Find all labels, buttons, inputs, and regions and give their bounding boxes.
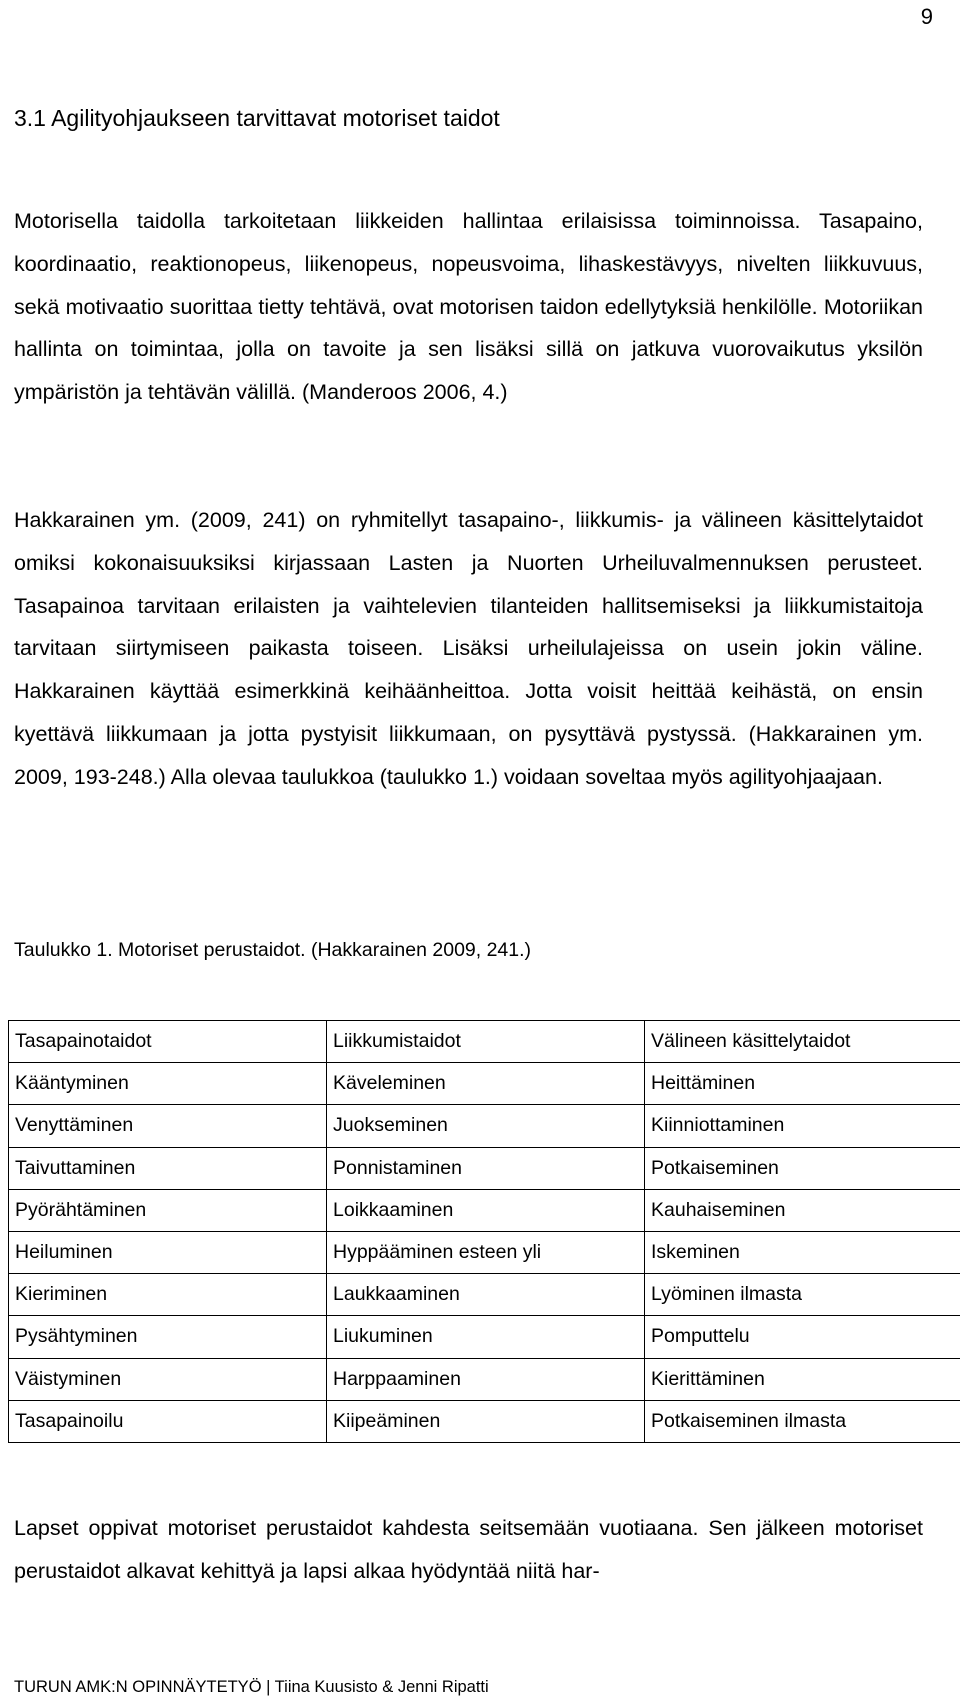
table-cell: Iskeminen — [645, 1231, 960, 1273]
table-cell: Käveleminen — [327, 1063, 645, 1105]
table-cell: Lyöminen ilmasta — [645, 1274, 960, 1316]
paragraph-hakkarainen: Hakkarainen ym. (2009, 241) on ryhmitellyt tasapaino-, liikkumis- ja välineen käsittelytaidot omiksi kokonaisuuksiksi kirjassaan Lasten ja Nuorten Urheiluvalmennuksen perusteet. Tasapainoa tarvitaan erilaisten ja vaihtelevien tilanteiden hallitsemiseksi ja liikkumistaitoja tarvitaan siirtymiseen paikasta toiseen. Lisäksi urheilulajeissa on usein jokin väline. Hakkarainen käyttää esimerkkinä keihäänheittoa. Jotta voisit heittää keihästä, on ensin kyettävä liikkumaan ja jotta pystyisit liikkumaan, on pysyttävä pystyssä. (Hakkarainen ym. 2009, 193-248.) Alla olevaa taulukkoa (taulukko 1.) voidaan soveltaa myös agilityohjaajaan. — [14, 508, 923, 789]
table-cell: Kieriminen — [9, 1274, 327, 1316]
table-cell: Harppaaminen — [327, 1358, 645, 1400]
table-cell: Potkaiseminen ilmasta — [645, 1400, 960, 1442]
table-caption: Taulukko 1. Motoriset perustaidot. (Hakkarainen 2009, 241.) — [14, 939, 532, 961]
table-row — [9, 1189, 960, 1231]
table-cell: Kauhaiseminen — [645, 1189, 960, 1231]
table-cell: Pyörähtäminen — [9, 1189, 327, 1231]
table-cell: Heittäminen — [645, 1063, 960, 1105]
table-cell: Liukuminen — [327, 1316, 645, 1358]
table-cell: Pysähtyminen — [9, 1316, 327, 1358]
table-row — [9, 1358, 960, 1400]
table-row — [9, 1147, 960, 1189]
table-cell: Taivuttaminen — [9, 1147, 327, 1189]
paragraph-motor-skills: Motorisella taidolla tarkoitetaan liikkeiden hallintaa erilaisissa toiminnoissa. Tasapaino, koordinaatio, reaktionopeus, liikenopeus, nopeusvoima, lihaskestävyys, nivelten liikkuvuus, sekä motivaatio suorittaa tietty tehtävä, ovat motorisen taidon edellytyksiä henkilölle. Motoriikan hallinta on toimintaa, jolla on tavoite ja sen lisäksi sillä on jatkuva vuorovaikutus yksilön ympäristön ja tehtävän välillä. (Manderoos 2006, 4.) — [14, 209, 923, 405]
table-cell: Väistyminen — [9, 1358, 327, 1400]
table-cell: Laukkaaminen — [327, 1274, 645, 1316]
table-row — [9, 1274, 960, 1316]
table-row — [9, 1105, 960, 1147]
table-cell: Kiinniottaminen — [645, 1105, 960, 1147]
table-cell: Tasapainotaidot — [9, 1021, 327, 1063]
table-row — [9, 1063, 960, 1105]
table-row — [9, 1400, 960, 1442]
table-cell: Pomputtelu — [645, 1316, 960, 1358]
table-cell: Hyppääminen esteen yli — [327, 1231, 645, 1273]
table-cell: Loikkaaminen — [327, 1189, 645, 1231]
table-cell: Kierittäminen — [645, 1358, 960, 1400]
table-cell: Venyttäminen — [9, 1105, 327, 1147]
table-cell: Liikkumistaidot — [327, 1021, 645, 1063]
table-cell: Kääntyminen — [9, 1063, 327, 1105]
motor-skills-table — [8, 1020, 960, 1443]
page-footer: TURUN AMK:N OPINNÄYTETYÖ | Tiina Kuusisto & Jenni Ripatti — [14, 1678, 489, 1696]
table-row — [9, 1231, 960, 1273]
section-heading: 3.1 Agilityohjaukseen tarvittavat motoriset taidot — [14, 105, 500, 131]
table-cell: Potkaiseminen — [645, 1147, 960, 1189]
paragraph-children-skills: Lapset oppivat motoriset perustaidot kahdesta seitsemään vuotiaana. Sen jälkeen motoriset perustaidot alkavat kehittyä ja lapsi alkaa hyödyntää niitä har- — [14, 1516, 923, 1583]
table-header-row — [9, 1021, 960, 1063]
table-cell: Juokseminen — [327, 1105, 645, 1147]
table-cell: Ponnistaminen — [327, 1147, 645, 1189]
table-row — [9, 1316, 960, 1358]
table-cell: Välineen käsittelytaidot — [645, 1021, 960, 1063]
page-number: 9 — [920, 4, 933, 29]
table-cell: Heiluminen — [9, 1231, 327, 1273]
table-cell: Kiipeäminen — [327, 1400, 645, 1442]
table-cell: Tasapainoilu — [9, 1400, 327, 1442]
